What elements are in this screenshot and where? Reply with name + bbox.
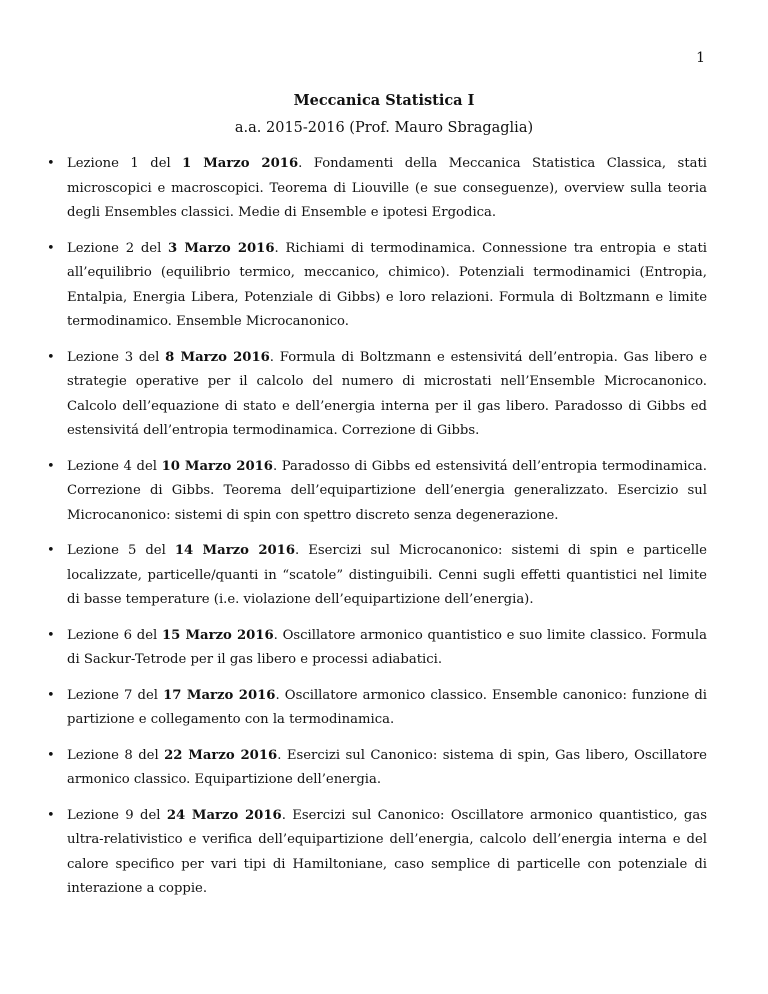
lecture-prefix: Lezione 2 del [67, 240, 169, 256]
lecture-description: . Paradosso di Gibbs ed estensivitá dell’entropia termodinamica. Correzione di Gibbs. Teorema dell’equipartizione dell’energia generalizzato. Esercizio sul Microcanonico: sistemi di spin con spettro discreto senza degenerazione. [67, 458, 707, 523]
lecture-description: . Formula di Boltzmann e estensivitá dell’entropia. Gas libero e strategie operative per il calcolo del numero di microstati nell’Ensemble Microcanonico. Calcolo dell’equazione di stato e dell’energia interna per il gas libero. Paradosso di Gibbs ed estensivitá dell’entropia termodinamica. Correzione di Gibbs. [67, 349, 707, 438]
document-subtitle: a.a. 2015-2016 (Prof. Mauro Sbragaglia) [234, 120, 534, 136]
lecture-item [45, 684, 707, 733]
lecture-description: . Esercizi sul Microcanonico: sistemi di spin e particelle localizzate, particelle/quanti in “scatole” distinguibili. Cenni sugli effetti quantistici nel limite di basse temperature (i.e. violazione dell’equipartizione dell’energia). [67, 543, 707, 607]
lecture-item [45, 539, 707, 613]
lecture-prefix: Lezione 3 del [67, 349, 166, 365]
lecture-date: 24 Marzo 2016 [166, 807, 282, 823]
bullet-icon: • [47, 543, 55, 558]
lecture-item [45, 624, 707, 673]
bullet-icon: • [47, 156, 55, 171]
lecture-prefix: Lezione 5 del [67, 543, 175, 558]
lecture-prefix: Lezione 7 del [67, 687, 164, 703]
lecture-date: 3 Marzo 2016 [168, 240, 275, 256]
bullet-icon: • [47, 240, 55, 256]
bullet-icon: • [47, 349, 55, 365]
bullet-icon: • [47, 747, 55, 763]
bullet-icon: • [47, 627, 55, 643]
lecture-prefix: Lezione 6 del [67, 627, 162, 643]
lecture-item [45, 237, 707, 335]
lecture-description: . Esercizi sul Canonico: sistema di spin, Gas libero, Oscillatore armonico classico. Equipartizione dell’energia. [67, 747, 707, 787]
lecture-date: 1 Marzo 2016 [182, 156, 299, 171]
lecture-description: . Fondamenti della Meccanica Statistica Classica, stati microscopici e macroscopici. Teorema di Liouville (e sue conseguenze), overview sulla teoria degli Ensembles classici. Medie di Ensemble e ipotesi Ergodica. [67, 156, 707, 220]
bullet-icon: • [47, 458, 55, 474]
lecture-prefix: Lezione 1 del [67, 156, 183, 171]
page-number: 1 [696, 50, 705, 66]
lecture-prefix: Lezione 8 del [67, 747, 165, 763]
lecture-description: . Oscillatore armonico classico. Ensemble canonico: funzione di partizione e collegamento con la termodinamica. [67, 687, 707, 727]
lecture-date: 15 Marzo 2016 [161, 627, 274, 643]
lecture-description: . Richiami di termodinamica. Connessione tra entropia e stati all’equilibrio (equilibrio termico, meccanico, chimico). Potenziali termodinamici (Entropia, Entalpia, Energia Libera, Potenziale di Gibbs) e loro relazioni. Formula di Boltzmann e limite termodinamico. Ensemble Microcanonico. [67, 240, 707, 329]
lecture-date: 22 Marzo 2016 [164, 747, 278, 763]
lecture-date: 8 Marzo 2016 [165, 349, 270, 365]
bullet-icon: • [47, 687, 55, 703]
lecture-prefix: Lezione 9 del [67, 807, 167, 823]
lecture-date: 14 Marzo 2016 [174, 543, 296, 558]
lecture-item [45, 744, 707, 793]
lecture-item [45, 346, 707, 444]
lecture-prefix: Lezione 4 del [67, 458, 162, 474]
document-title: Meccanica Statistica I [293, 92, 475, 109]
lecture-list [45, 152, 707, 913]
lecture-date: 17 Marzo 2016 [163, 687, 276, 703]
lecture-item [45, 804, 707, 902]
lecture-description: . Oscillatore armonico quantistico e suo limite classico. Formula di Sackur-Tetrode per il gas libero e processi adiabatici. [67, 627, 707, 667]
lecture-item [45, 152, 707, 226]
bullet-icon: • [47, 807, 55, 823]
lecture-item [45, 455, 707, 529]
lecture-date: 10 Marzo 2016 [161, 458, 273, 474]
lecture-description: . Esercizi sul Canonico: Oscillatore armonico quantistico, gas ultra-relativistico e verifica dell’equipartizione dell’energia, calcolo dell’energia interna e del calore specifico per vari tipi di Hamiltoniane, caso semplice di particelle con potenziale di interazione a coppie. [67, 807, 707, 896]
